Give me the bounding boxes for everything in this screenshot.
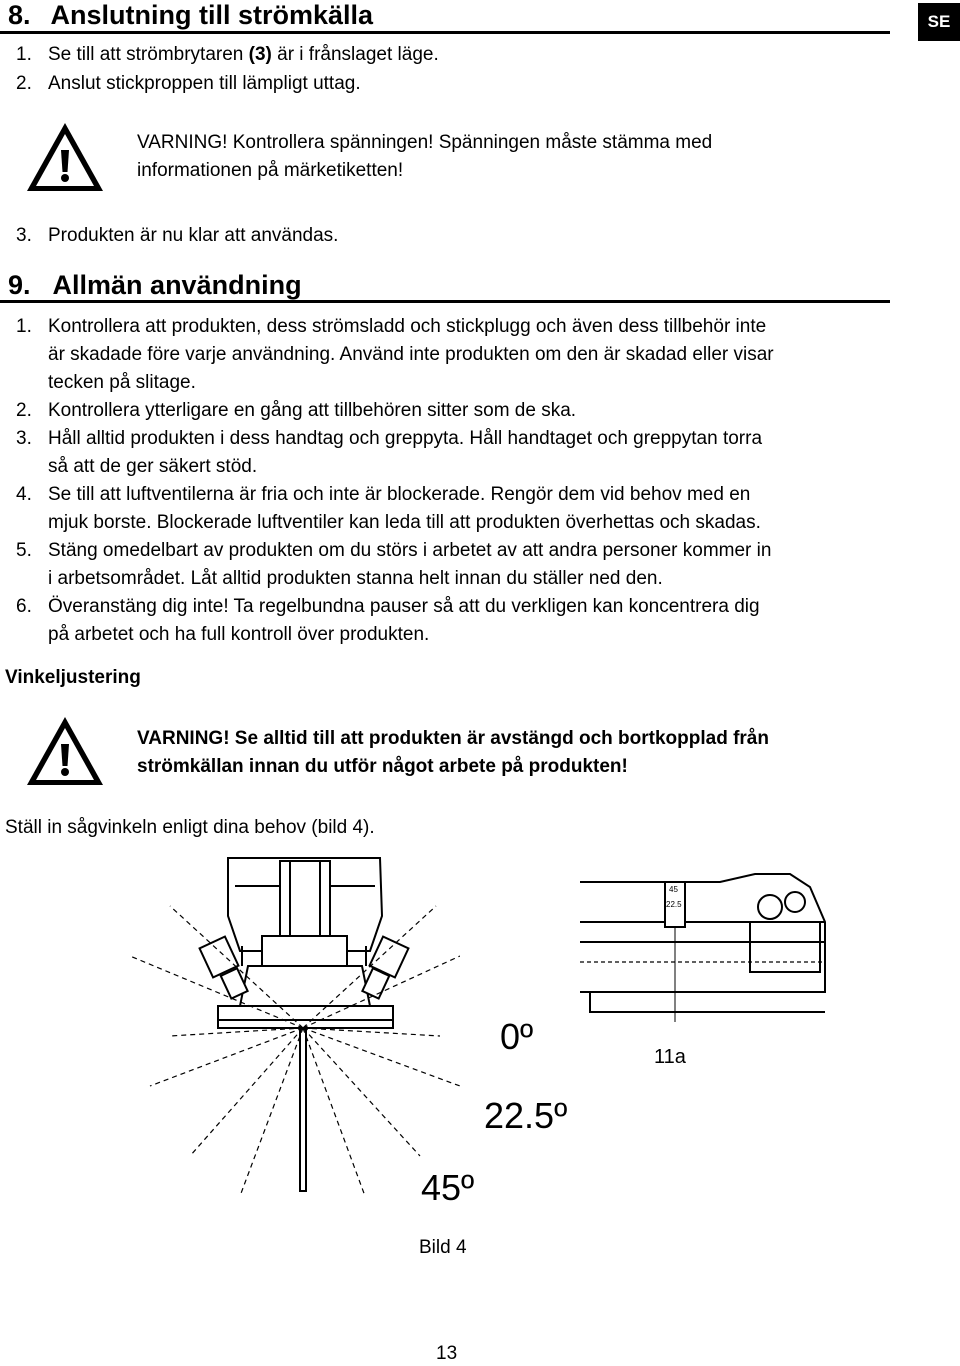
language-tab: SE [918, 3, 960, 41]
item-number: 3. [16, 428, 32, 449]
figure-caption: Bild 4 [419, 1237, 467, 1258]
item-number: 5. [16, 540, 32, 561]
item-number: 6. [16, 596, 32, 617]
item-text: Stäng omedelbart av produkten om du störs i arbetet av att andra personer kommer in i arbetsområdet. Låt alltid produkten stanna helt innan du ställer ned den. [48, 540, 772, 589]
warning-icon [24, 120, 106, 194]
warning-icon [24, 714, 106, 788]
section-9-title: Allmän användning [52, 270, 302, 300]
item-number: 1. [16, 316, 32, 337]
item-number: 2. [16, 73, 32, 94]
section-8-title: Anslutning till strömkälla [50, 0, 374, 30]
instruction-text: Ställ in sågvinkeln enligt dina behov (bild 4). [5, 817, 375, 838]
section-8-heading [8, 0, 373, 30]
angle-scale-illustration [580, 862, 830, 1022]
section-8-rule [0, 31, 890, 34]
item-text: Se till att luftventilerna är fria och inte är blockerade. Rengör dem vid behov med en mjuk borste. Blockerade luftventiler kan leda till att produkten överhettas och skadas. [48, 484, 761, 533]
section-9-heading [8, 270, 302, 300]
item-text: Anslut stickproppen till lämpligt uttag. [48, 73, 361, 94]
page-number: 13 [436, 1343, 458, 1364]
angle-label-45: 45º [421, 1167, 475, 1208]
section-9-rule [0, 300, 890, 303]
angle-label-22-5: 22.5º [484, 1095, 568, 1136]
scale-label-45: 45 [669, 885, 678, 894]
jigsaw-front-illustration [130, 856, 460, 1196]
item-number: 1. [16, 44, 32, 65]
section-8-number: 8. [8, 0, 31, 30]
callout-label-11a: 11a [654, 1046, 686, 1068]
scale-label-22: 22.5 [666, 900, 682, 909]
item-text: Kontrollera ytterligare en gång att tillbehören sitter som de ska. [48, 400, 577, 421]
item-number: 4. [16, 484, 32, 505]
item-text: Se till att strömbrytaren (3) är i frånslaget läge. [48, 44, 439, 65]
item-text: Håll alltid produkten i dess handtag och greppyta. Håll handtaget och greppytan torra så att de ger säkert stöd. [48, 428, 763, 477]
item-text: Kontrollera att produkten, dess strömsladd och stickplugg och även dess tillbehör inte är skadade före varje användning. Använd inte produkten om den är skadad eller visar tecken på slitage. [48, 316, 774, 393]
vinkeljustering-heading: Vinkeljustering [5, 667, 141, 688]
angle-label-0: 0º [500, 1016, 534, 1057]
warning-text-voltage: VARNING! Kontrollera spänningen! Spänningen måste stämma med informationen på märketiketten! [137, 132, 713, 181]
item-number: 3. [16, 225, 32, 246]
item-text: Produkten är nu klar att användas. [48, 225, 339, 246]
item-text: Överanstäng dig inte! Ta regelbundna pauser så att du verkligen kan koncentrera dig på arbetet och ha full kontroll över produkten. [48, 596, 760, 645]
warning-text-disconnect: VARNING! Se alltid till att produkten är avstängd och bortkopplad från strömkällan innan du utför något arbete på produkten! [137, 728, 769, 777]
section-9-number: 9. [8, 270, 31, 300]
item-number: 2. [16, 400, 32, 421]
